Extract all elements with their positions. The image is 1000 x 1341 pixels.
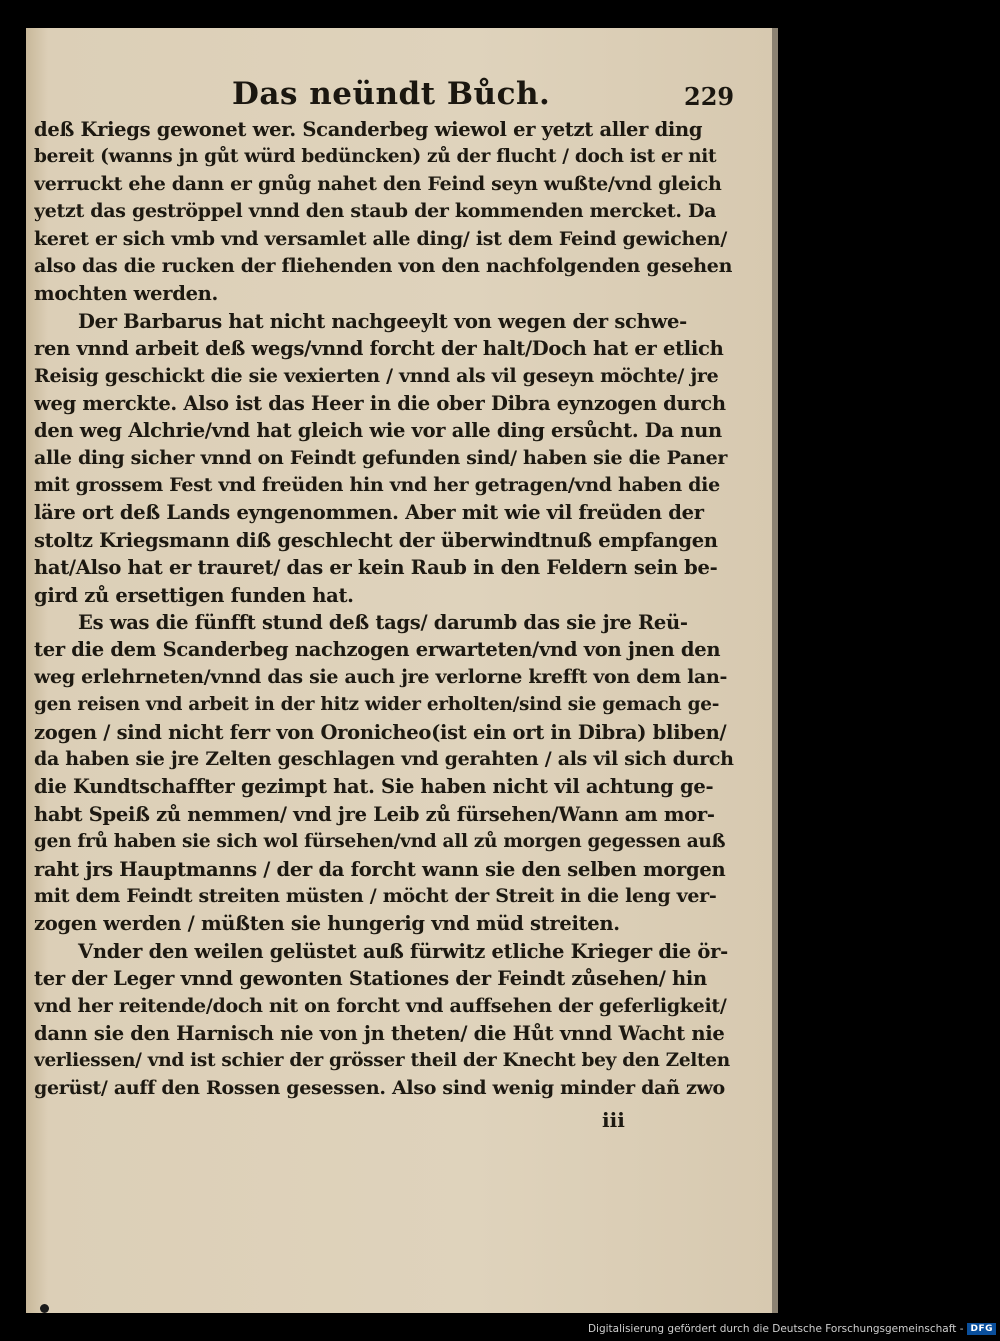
text-line: mit dem Feindt streiten müsten / möcht der Streit in die leng ver- [34, 884, 717, 907]
footer-credit: Digitalisierung gefördert durch die Deutsche Forschungsgemeinschaft - [587, 1323, 964, 1335]
text-line: weg erlehrneten/vnnd das sie auch jre verlorne krefft von dem lan- [34, 665, 728, 688]
text-line: raht jrs Hauptmanns / der da forcht wann sie den selben morgen [34, 857, 726, 881]
text-line: dann sie den Harnisch nie von jn theten/ die Hůt vnnd Wacht nie [34, 1021, 725, 1045]
page-edge [772, 28, 778, 1313]
text-line: weg merckte. Also ist das Heer in die ober Dibra eynzogen durch [34, 391, 726, 415]
text-line: da haben sie jre Zelten geschlagen vnd gerahten / als vil sich durch [34, 747, 734, 770]
text-line: mochten werden. [34, 282, 219, 306]
text-line: ter die dem Scanderbeg nachzogen erwarteten/vnd von jnen den [34, 638, 721, 662]
text-line: yetzt das geströppel vnnd den staub der kommenden mercket. Da [34, 200, 717, 223]
body-text [34, 116, 734, 1102]
text-line: keret er sich vmb vnd versamlet alle ding/ ist dem Feind gewichen/ [34, 227, 727, 250]
text-line: zogen / sind nicht ferr von Oronicheo(ist ein ort in Dibra) bliben/ [34, 720, 727, 744]
text-line: ren vnnd arbeit deß wegs/vnnd forcht der halt/Doch hat er etlich [34, 337, 724, 361]
text-line: mit grossem Fest vnd freüden hin vnd her getragen/vnd haben die [34, 474, 720, 497]
running-title: Das neündt Bůch. [232, 76, 551, 112]
text-line: gen reisen vnd arbeit in der hitz wider erholten/sind sie gemach ge- [34, 694, 720, 716]
dfg-logo: DFG [967, 1323, 996, 1335]
page-number: 229 [684, 82, 735, 111]
text-line: läre ort deß Lands eyngenommen. Aber mit wie vil freüden der [34, 501, 704, 525]
footer [588, 1321, 996, 1337]
text-line: Vnder den weilen gelüstet auß fürwitz etliche Krieger die ör- [78, 939, 728, 963]
text-line: gen frů haben sie sich wol fürsehen/vnd all zů morgen gegessen auß [34, 831, 726, 853]
page-header [26, 72, 772, 112]
text-line: gird zů ersettigen funden hat. [34, 583, 354, 607]
text-line: gerüst/ auff den Rossen gesessen. Also sind wenig minder dañ zwo [34, 1076, 725, 1099]
binding-hole [40, 1304, 49, 1313]
text-line: habt Speiß zů nemmen/ vnd jre Leib zů fürsehen/Wann am mor- [34, 802, 715, 826]
text-line: Es was die fünfft stund deß tags/ darumb das sie jre Reü- [78, 611, 688, 635]
signature-mark: iii [602, 1108, 625, 1132]
text-line: verruckt ehe dann er gnůg nahet den Feind seyn wußte/vnd gleich [34, 172, 722, 195]
text-line: Der Barbarus hat nicht nachgeeylt von wegen der schwe- [78, 309, 687, 333]
text-line: stoltz Kriegsmann diß geschlecht der überwindtnuß empfangen [34, 528, 718, 552]
text-line: deß Kriegs gewonet wer. Scanderbeg wiewol er yetzt aller ding [34, 118, 703, 141]
text-line: vnd her reitende/doch nit on forcht vnd auffsehen der geferligkeit/ [34, 994, 727, 1017]
book-page [26, 28, 772, 1313]
text-line: bereit (wanns jn gůt würd bedüncken) zů der flucht / doch ist er nit [34, 146, 717, 168]
text-line: Reisig geschickt die sie vexierten / vnnd als vil geseyn möchte/ jre [34, 364, 719, 387]
text-line: hat/Also hat er trauret/ das er kein Raub in den Feldern sein be- [34, 556, 718, 580]
text-line: ter der Leger vnnd gewonten Stationes der Feindt zůsehen/ hin [34, 967, 707, 991]
text-line: den weg Alchrie/vnd hat gleich wie vor alle ding ersůcht. Da nun [34, 419, 722, 443]
text-line: verliessen/ vnd ist schier der grösser theil der Knecht bey den Zelten [34, 1050, 730, 1072]
text-line: zogen werden / müßten sie hungerig vnd müd streiten. [34, 912, 620, 936]
text-line: alle ding sicher vnnd on Feindt gefunden sind/ haben sie die Paner [34, 446, 728, 469]
text-line: also das die rucken der fliehenden von den nachfolgenden gesehen [34, 254, 733, 277]
text-line: die Kundtschaffter gezimpt hat. Sie haben nicht vil achtung ge- [34, 775, 714, 799]
